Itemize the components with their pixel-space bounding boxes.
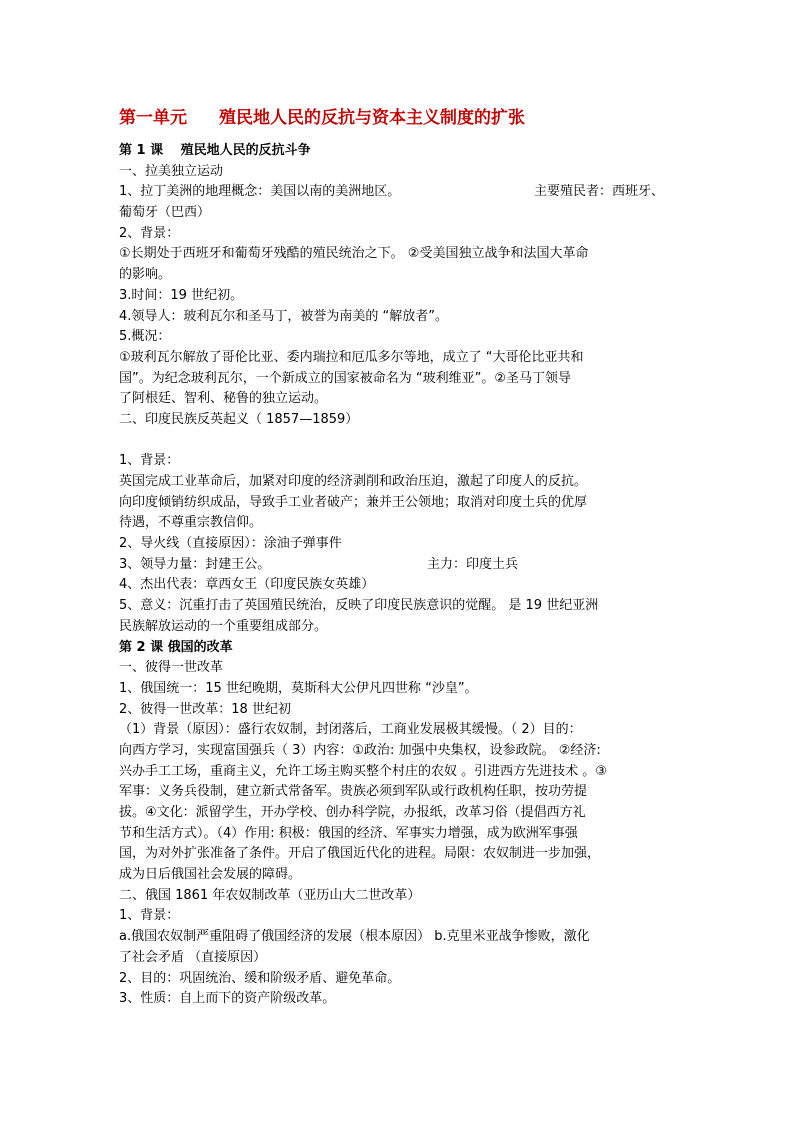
text-line: 2、目的：巩固统治、缓和阶级矛盾、避免革命。 (119, 970, 401, 986)
document-body (119, 141, 694, 1010)
text-line (119, 555, 694, 576)
text-line: 拔。④文化：派留学生，开办学校、创办科学院，办报纸，改革习俗（提倡西方礼 (119, 805, 586, 820)
lesson-heading: 第 1 课 殖民地人民的反抗斗争 (119, 143, 311, 158)
text-line: 成为日后俄国社会发展的障碍。 (119, 867, 302, 883)
text-segment: 主要殖民者：西班牙、 (534, 184, 665, 200)
text-line: 3、性质：自上而下的资产阶级改革。 (119, 991, 336, 1007)
lesson-heading: 第 2 课 俄国的改革 (119, 639, 233, 655)
text-line: 的影响。 (119, 267, 172, 283)
text-line: 英国完成工业革命后，加紧对印度的经济剥削和政治压迫，激起了印度人的反抗。 (119, 474, 588, 489)
blank-line (119, 431, 694, 452)
text-segment: 1、拉丁美洲的地理概念：美国以南的美洲地区。 (119, 184, 401, 200)
text-line: a.俄国农奴制严重阻碍了俄国经济的发展（根本原因） b.克里米亚战争惨败，激化 (119, 929, 590, 945)
unit-number: 第一单元 (119, 108, 187, 128)
text-line: 葡萄牙（巴西） (119, 205, 211, 221)
text-line: 国，为对外扩张准备了条件。开启了俄国近代化的进程。局限：农奴制进一步加强， (119, 846, 601, 862)
text-line: 了社会矛盾 （直接原因） (119, 949, 267, 965)
unit-name: 殖民地人民的反抗与资本主义制度的扩张 (219, 108, 525, 128)
text-line: 二、印度民族反英起义（ 1857—1859） (119, 411, 359, 427)
text-line: 军事：义务兵役制，建立新式常备军。贵族必须到军队或行政机构任职，按功劳提 (119, 784, 588, 800)
text-segment: 3、领导力量：封建王公。 (119, 556, 271, 572)
text-line: 二、俄国 1861 年农奴制改革（亚历山大二世改革） (119, 887, 421, 903)
text-line: 1、背景： (119, 908, 180, 924)
text-line: ①玻利瓦尔解放了哥伦比亚、委内瑞拉和厄瓜多尔等地，成立了 “大哥伦比亚共和 (119, 349, 584, 365)
text-line: 民族解放运动的一个重要组成部分。 (119, 618, 328, 634)
text-segment: 主力：印度土兵 (427, 556, 519, 572)
text-line: 待遇，不尊重宗教信仰。 (119, 515, 263, 531)
text-line: 一、彼得一世改革 (119, 660, 224, 676)
text-line: 5、意义：沉重打击了英国殖民统治，反映了印度民族意识的觉醒。 是 19 世纪亚洲 (119, 598, 599, 614)
unit-title (119, 105, 694, 131)
text-line: 向西方学习，实现富国强兵（ 3）内容：①政治: 加强中央集权，设参政院。 ②经济: (119, 742, 601, 758)
text-line: 1、俄国统一：15 世纪晚期，莫斯科大公伊凡四世称 “沙皇”。 (119, 680, 478, 696)
text-line: （1）背景（原因）：盛行农奴制，封闭落后，工商业发展极其缓慢。（ 2）目的： (119, 722, 582, 738)
text-line: 2、背景： (119, 225, 180, 241)
text-line: 了阿根廷、智利、秘鲁的独立运动。 (119, 391, 328, 407)
text-line: 2、彼得一世改革：18 世纪初 (119, 701, 291, 717)
document-page (119, 105, 694, 1010)
text-line: 1、背景： (119, 453, 180, 469)
text-line: 4.领导人：玻利瓦尔和圣马丁，被誉为南美的 “解放者”。 (119, 308, 449, 324)
text-line: ①长期处于西班牙和葡萄牙残酷的殖民统治之下。 ②受美国独立战争和法国大革命 (119, 246, 589, 262)
text-line: 2、导火线（直接原因）：涂油子弹事件 (119, 536, 342, 552)
text-line: 兴办手工工场，重商主义，允许工场主购买整个村庄的农奴 。引进西方先进技术 。③ (119, 763, 607, 779)
text-line (119, 182, 694, 203)
text-line: 国”。为纪念玻利瓦尔，一个新成立的国家被命名为 “玻利维亚”。②圣马丁领导 (119, 370, 571, 386)
text-line: 节和生活方式）。（4）作用: 积极：俄国的经济、军事实力增强，成为欧洲军事强 (119, 825, 578, 841)
text-line: 5.概况： (119, 329, 171, 345)
text-line: 4、杰出代表：章西女王（印度民族女英雄） (119, 577, 375, 593)
text-line: 向印度倾销纺织成品，导致手工业者破产；兼并王公领地；取消对印度土兵的优厚 (119, 494, 588, 510)
text-line: 3.时间：19 世纪初。 (119, 287, 244, 303)
text-line: 一、拉美独立运动 (119, 163, 224, 179)
